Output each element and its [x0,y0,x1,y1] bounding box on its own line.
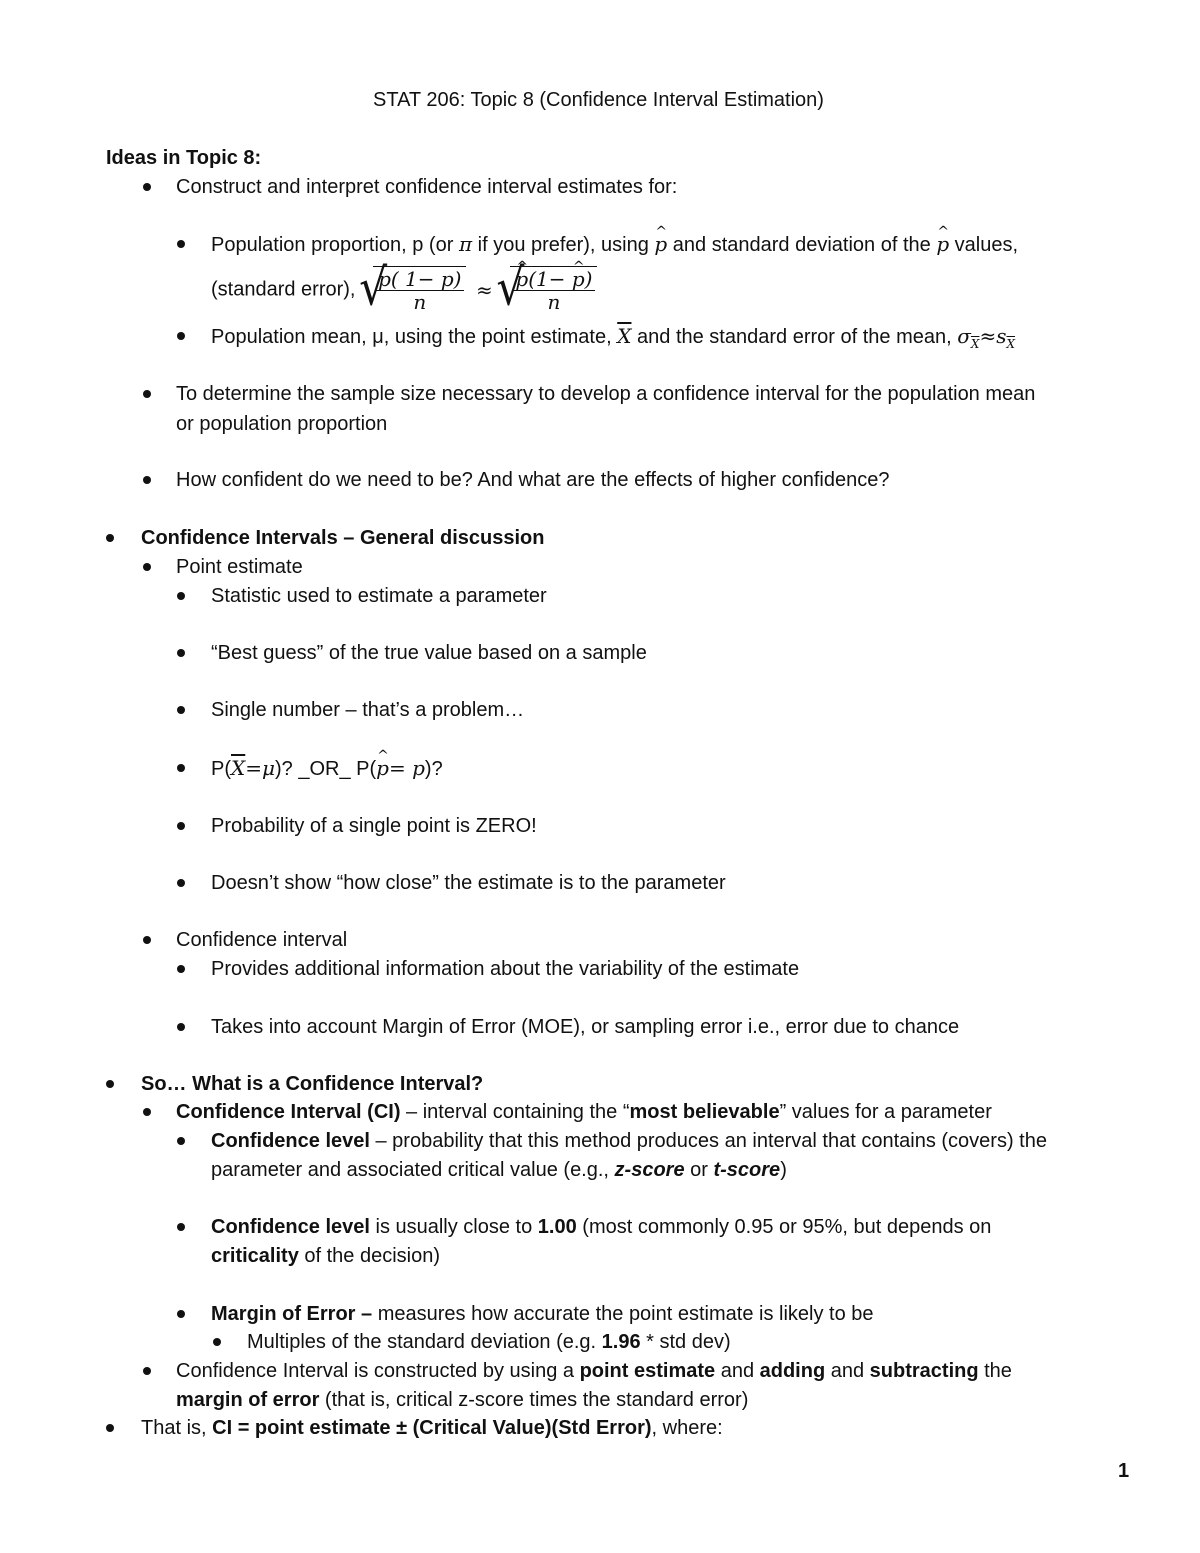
approx-symbol: ≈ [476,277,493,302]
text: values, [949,234,1019,256]
text: and the standard error of the mean, [631,326,958,348]
sigma-symbol: σ [957,324,971,348]
bullet-icon [177,592,185,600]
pe-item-2: “Best guess” of the true value based on a sample [211,642,647,664]
pe-item-1: Statistic used to estimate a parameter [211,585,547,607]
subscript: X [1006,337,1016,351]
bullet-icon [106,1080,114,1088]
moe-sub: Multiples of the standard deviation (e.g. 1.96 * std dev) [247,1331,731,1353]
ideas-sample-size-1: To determine the sample size necessary to develop a confidence interval for the population mean [176,383,1036,405]
point-estimate: Point estimate [176,556,303,578]
bullet-icon [177,822,185,830]
constructed-2: margin of error (that is, critical z-score times the standard error) [176,1389,749,1411]
ci-definition: Confidence Interval (CI) – interval containing the “most believable” values for a parameter [176,1101,992,1123]
fraction-numerator: √ p( 1− p) [375,268,464,291]
ideas-proportion [211,232,1018,257]
bullet-icon [177,1023,185,1031]
pe-item-5: Probability of a single point is ZERO! [211,815,537,837]
cl-definition-2: parameter and associated critical value (e.g., z-score or t-score) [211,1159,787,1181]
bullet-icon [106,1424,114,1432]
cl-definition-1: Confidence level – probability that this method produces an interval that contains (covers) the [211,1130,1047,1152]
bullet-icon [106,534,114,542]
bullet-icon [177,965,185,973]
subscript: X [970,337,980,351]
moe-definition: Margin of Error – measures how accurate the point estimate is likely to be [211,1303,874,1325]
page-title: STAT 206: Topic 8 (Confidence Interval Estimation) [373,89,824,111]
approx-symbol: ≈ [979,324,997,348]
bullet-icon [143,563,151,571]
text: Population proportion, p (or [211,234,459,256]
x-bar-symbol: $\overline{X}$ [617,324,632,348]
pe-item-4: $P(\overline{X}=\mu)$? _OR_ P(^ p= p)? [211,756,443,781]
page-number: 1 [1118,1460,1130,1482]
bullet-icon [177,1310,185,1318]
fraction-denominator: n [547,290,561,314]
text: (standard error), [211,278,356,301]
p-hat-symbol: ^ p [936,232,949,256]
bullet-icon [177,1137,185,1145]
bullet-icon [177,240,185,248]
ideas-heading: Ideas in Topic 8: [106,147,262,169]
bullet-icon [177,332,185,340]
standard-error-formula [211,266,597,313]
ideas-sample-size-2: or population proportion [176,413,388,435]
cl-usual-2: criticality of the decision) [211,1245,441,1267]
bullet-icon [143,1108,151,1116]
bullet-icon [213,1338,221,1346]
s-symbol: s [996,324,1007,348]
text: Population mean, μ, using the point estimate, [211,326,618,348]
p-hat-symbol: ^ p [654,232,667,256]
what-heading: So… What is a Confidence Interval? [141,1073,484,1095]
bullet-icon [177,706,185,714]
fraction-denominator: n [413,290,427,314]
ci-item-2: Takes into account Margin of Error (MOE), or sampling error i.e., error due to chance [211,1016,960,1038]
cl-usual-1: Confidence level is usually close to 1.00 (most commonly 0.95 or 95%, but depends on [211,1216,992,1238]
fraction-numerator: √ ^ p(1− ^ p) [512,268,595,291]
ideas-how-confident: How confident do we need to be? And what are the effects of higher confidence? [176,469,890,491]
bullet-icon [177,1223,185,1231]
bullet-icon [143,936,151,944]
ideas-mean [211,324,1015,356]
bullet-icon [143,390,151,398]
sqrt-1 [373,266,466,313]
general-heading: Confidence Intervals – General discussion [141,527,545,549]
ideas-construct: Construct and interpret confidence interval estimates for: [176,176,678,198]
pe-item-3: Single number – that’s a problem… [211,699,525,721]
bullet-icon [177,764,185,772]
bullet-icon [143,476,151,484]
constructed-1: Confidence Interval is constructed by using a point estimate and adding and subtracting the [176,1360,1012,1382]
text: if you prefer), using [472,234,655,256]
ci-item-1: Provides additional information about the variability of the estimate [211,958,800,980]
text: and standard deviation of the [667,234,937,256]
sqrt-2 [510,266,597,313]
ci-formula: That is, CI = point estimate ± (Critical Value)(Std Error), where: [141,1417,723,1439]
bullet-icon [143,183,151,191]
pe-item-6: Doesn’t show “how close” the estimate is to the parameter [211,872,726,894]
pi-symbol: π [458,232,473,256]
confidence-interval: Confidence interval [176,929,348,951]
bullet-icon [143,1367,151,1375]
bullet-icon [177,879,185,887]
bullet-icon [177,649,185,657]
